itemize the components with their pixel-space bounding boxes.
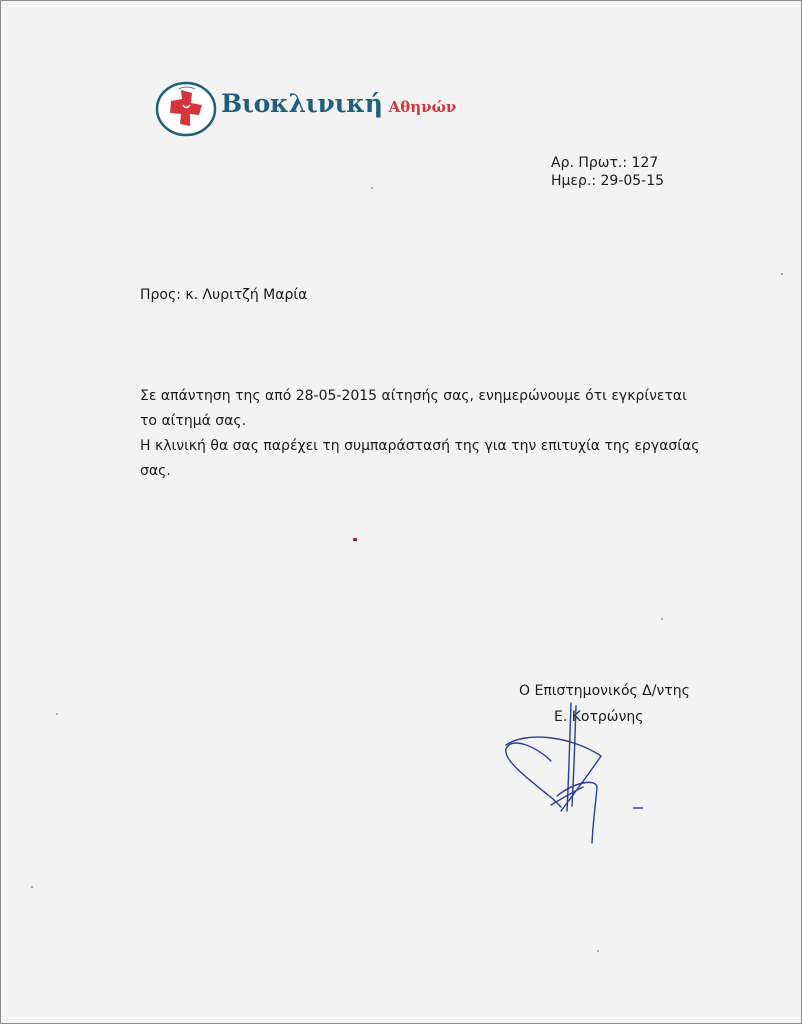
letter-date: Ημερ.: 29-05-15 [551,173,665,189]
brand-name: Βιοκλινική [221,89,383,118]
scan-speck [661,618,663,620]
body-line-3: Η κλινική θα σας παρέχει τη συμπαράστασή της για την επιτυχία της εργασίας [140,438,700,454]
reference-block [551,154,664,190]
signatory-title: Ο Επιστημονικός Δ/ντης [519,683,690,699]
signatory-name: Ε. Κοτρώνης [554,709,644,725]
brand-city: Αθηνών [388,98,457,116]
clinic-logo-text [221,89,456,118]
body-line-4: σας. [140,463,171,479]
scan-speck [31,886,33,888]
scan-speck [371,187,373,189]
ink-speck [353,538,357,541]
body-line-2: το αίτημά σας. [140,413,247,429]
scan-speck [597,950,599,952]
handwritten-signature [491,701,661,851]
scan-speck [781,273,783,275]
clinic-logo-emblem [155,81,217,137]
protocol-number: Αρ. Πρωτ.: 127 [551,155,659,171]
body-line-1: Σε απάντηση της από 28-05-2015 αίτησής σας, ενημερώνουμε ότι εγκρίνεται [140,388,687,404]
scan-speck [56,713,58,715]
recipient-line: Προς: κ. Λυριτζή Μαρία [140,287,308,303]
letter-body [140,384,700,484]
